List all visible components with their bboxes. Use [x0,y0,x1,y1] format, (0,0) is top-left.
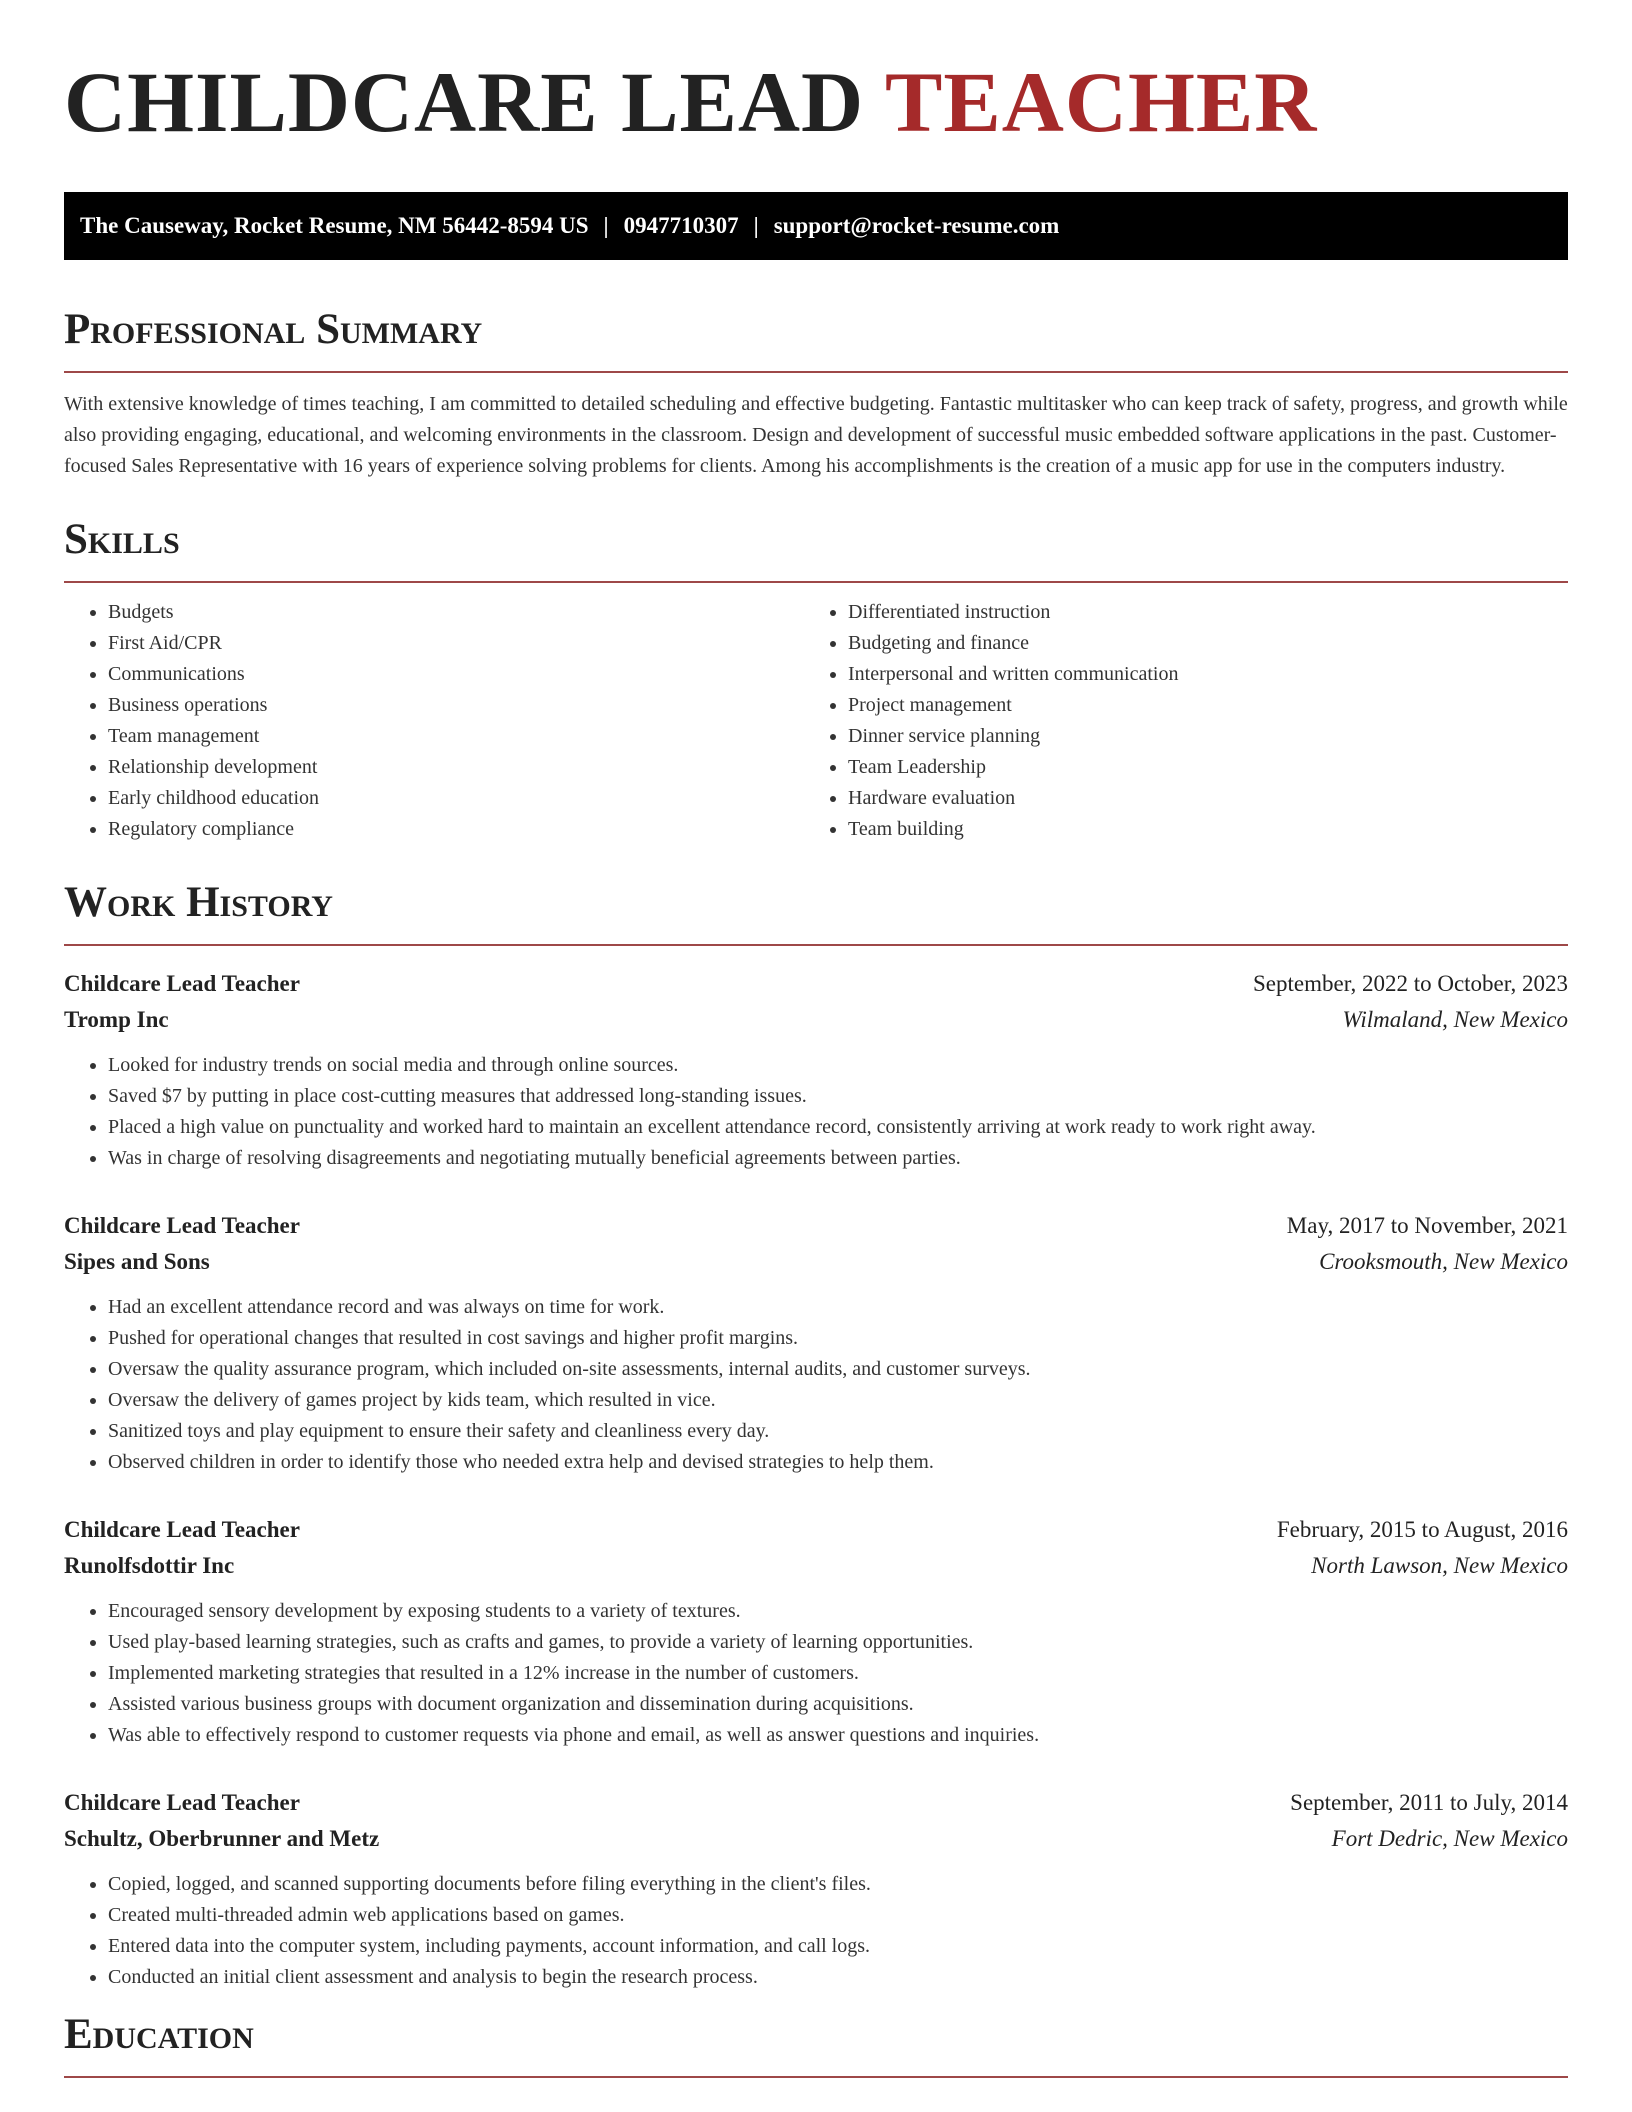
job-entry [64,1208,1568,1478]
section-title: Professional Summary [64,306,483,353]
skills-column-right [804,597,1544,845]
job-bullet: • Was in charge of resolving disagreements and negotiating mutually beneficial agreements between parties. [108,1143,1568,1174]
summary-text: With extensive knowledge of times teaching, I am committed to detailed scheduling and effective budgeting. Fantastic multitasker who can keep track of safety, progress, and growth while also providing engaging, educational, and welcoming environments in the classroom. Design and development of successful music embedded software applications in the past. Customer-focused Sales Representative with 16 years of experience solving problems for clients. Among his accomplishments is the creation of a music app for use in the computers industry. [64,393,1568,477]
job-bullet: • Saved $7 by putting in place cost-cutting measures that addressed long-standing issues. [108,1081,1568,1112]
job-bullet: • Looked for industry trends on social media and through online sources. [108,1050,1568,1081]
skill-item: • Team building [848,814,1544,845]
job-bullet: • Conducted an initial client assessment and analysis to begin the research process. [108,1962,1568,1993]
job-company: Tromp Inc [64,1007,169,1032]
job-company: Runolfsdottir Inc [64,1553,235,1578]
job-bullets [64,1050,1568,1174]
skills-list [64,597,1568,845]
job-title: Childcare Lead Teacher [64,1213,300,1238]
job-entry [64,966,1568,1174]
job-bullet: • Used play-based learning strategies, such as crafts and games, to provide a variety of learning opportunities. [108,1627,1568,1658]
skill-item: • Project management [848,690,1544,721]
job-bullet: • Pushed for operational changes that resulted in cost savings and higher profit margins. [108,1323,1568,1354]
section-divider [64,371,1568,373]
job-bullet: • Encouraged sensory development by exposing students to a variety of textures. [108,1596,1568,1627]
contact-separator: | [603,213,609,238]
job-entry [64,1512,1568,1751]
job-bullet: • Placed a high value on punctuality and worked hard to maintain an excellent attendance record, consistently arriving at work ready to work right away. [108,1112,1568,1143]
job-entry [64,1785,1568,1993]
work-history-section [64,875,1568,1993]
skills-section [64,512,1568,845]
skill-item: • Differentiated instruction [848,597,1544,628]
section-divider [64,581,1568,583]
section-title: Skills [64,516,180,563]
name-part-1: CHILDCARE LEAD [64,54,865,150]
section-title: Education [64,2011,254,2058]
job-bullet: • Was able to effectively respond to customer requests via phone and email, as well as answer questions and inquiries. [108,1720,1568,1751]
job-bullets [64,1292,1568,1478]
job-location: Wilmaland, New Mexico [1342,1007,1568,1032]
skill-item: • Team Leadership [848,752,1544,783]
skills-column-left [64,597,804,845]
skill-item: • Interpersonal and written communication [848,659,1544,690]
skill-item: • Budgets [108,597,804,628]
section-divider [64,944,1568,946]
job-bullet: • Implemented marketing strategies that resulted in a 12% increase in the number of customers. [108,1658,1568,1689]
skill-item: • Dinner service planning [848,721,1544,752]
job-bullets [64,1869,1568,1993]
job-title: Childcare Lead Teacher [64,1790,300,1815]
job-title: Childcare Lead Teacher [64,1517,300,1542]
job-bullet: • Created multi-threaded admin web applications based on games. [108,1900,1568,1931]
job-bullets [64,1596,1568,1751]
section-divider [64,2076,1568,2078]
job-bullet: • Sanitized toys and play equipment to ensure their safety and cleanliness every day. [108,1416,1568,1447]
job-location: Fort Dedric, New Mexico [1331,1826,1568,1851]
skill-item: • Early childhood education [108,783,804,814]
job-title: Childcare Lead Teacher [64,971,300,996]
job-bullet: • Observed children in order to identify those who needed extra help and devised strategies to help them. [108,1447,1568,1478]
job-bullet: • Entered data into the computer system, including payments, account information, and call logs. [108,1931,1568,1962]
skill-item: • Relationship development [108,752,804,783]
skill-item: • Hardware evaluation [848,783,1544,814]
skill-item: • Business operations [108,690,804,721]
job-bullet: • Had an excellent attendance record and was always on time for work. [108,1292,1568,1323]
contact-email[interactable]: support@rocket-resume.com [773,213,1060,238]
skill-item: • Regulatory compliance [108,814,804,845]
job-location: North Lawson, New Mexico [1311,1553,1568,1578]
professional-summary-section [64,302,1568,482]
job-bullet: • Oversaw the quality assurance program, which included on-site assessments, internal audits, and customer surveys. [108,1354,1568,1385]
skill-item: • First Aid/CPR [108,628,804,659]
skill-item: • Team management [108,721,804,752]
resume-name [64,0,1568,152]
education-section [64,2007,1568,2078]
section-title: Work History [64,879,333,926]
job-dates: May, 2017 to November, 2021 [1286,1213,1568,1238]
contact-phone: 0947710307 [623,213,739,238]
contact-separator: | [753,213,759,238]
contact-bar [64,192,1568,260]
job-bullet: • Assisted various business groups with document organization and dissemination during acquisitions. [108,1689,1568,1720]
job-company: Sipes and Sons [64,1249,210,1274]
job-location: Crooksmouth, New Mexico [1319,1249,1568,1274]
name-part-2: TEACHER [885,54,1318,150]
job-company: Schultz, Oberbrunner and Metz [64,1826,380,1851]
skill-item: • Communications [108,659,804,690]
job-dates: September, 2022 to October, 2023 [1253,971,1568,996]
job-bullet: • Oversaw the delivery of games project by kids team, which resulted in vice. [108,1385,1568,1416]
skill-item: • Budgeting and finance [848,628,1544,659]
job-dates: September, 2011 to July, 2014 [1290,1790,1568,1815]
job-bullet: • Copied, logged, and scanned supporting documents before filing everything in the client's files. [108,1869,1568,1900]
job-dates: February, 2015 to August, 2016 [1276,1517,1568,1542]
contact-address: The Causeway, Rocket Resume, NM 56442-8594 US [80,213,589,238]
